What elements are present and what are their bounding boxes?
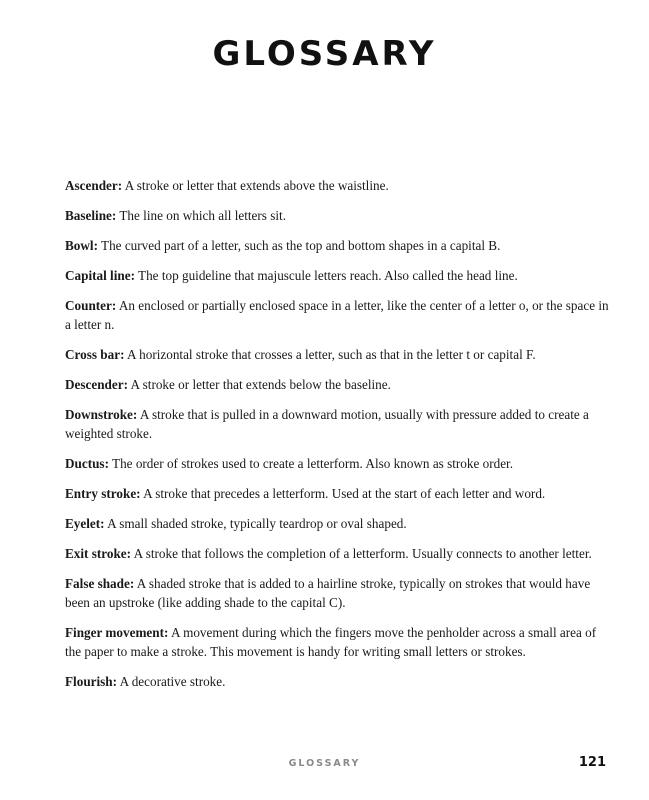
glossary-list [65, 176, 613, 702]
glossary-term: Exit stroke: [65, 546, 132, 561]
glossary-definition: A stroke that follows the completion of a letterform. Usually connects to another letter. [131, 546, 592, 561]
glossary-definition: A movement during which the fingers move the penholder across a small area of the paper to make a stroke. This movement is handy for writing small letters or strokes. [65, 625, 597, 659]
glossary-term: False shade: [65, 576, 135, 591]
glossary-term: Entry stroke: [65, 486, 141, 501]
glossary-definition: The order of strokes used to create a letterform. Also known as stroke order. [108, 456, 514, 471]
page-number: 121 [578, 755, 606, 770]
glossary-definition: An enclosed or partially enclosed space in a letter, like the center of a letter o, or the space in a letter n. [65, 298, 609, 332]
glossary-term: Finger movement: [65, 625, 169, 640]
glossary-term: Counter: [65, 298, 117, 313]
glossary-definition: A stroke that precedes a letterform. Used at the start of each letter and word. [140, 486, 546, 501]
glossary-definition: A small shaded stroke, typically teardrop or oval shaped. [104, 516, 407, 531]
glossary-entry-finger-movement [65, 623, 613, 661]
glossary-entry-capital-line [65, 266, 613, 285]
glossary-definition: The line on which all letters sit. [116, 208, 286, 223]
glossary-entry-bowl [65, 236, 613, 255]
glossary-entry-downstroke [65, 405, 613, 443]
glossary-term: Capital line: [65, 268, 135, 283]
glossary-term: Eyelet: [65, 516, 105, 531]
glossary-definition: A stroke or letter that extends below the baseline. [127, 377, 391, 392]
running-footer: GLOSSARY [288, 758, 361, 769]
glossary-entry-cross-bar [65, 345, 613, 364]
glossary-entry-descender [65, 375, 613, 394]
glossary-entry-baseline [65, 206, 613, 225]
glossary-term: Flourish: [65, 674, 118, 689]
glossary-entry-exit-stroke [65, 544, 613, 563]
page-title: GLOSSARY [212, 34, 437, 74]
glossary-term: Bowl: [65, 238, 98, 253]
glossary-entry-entry-stroke [65, 484, 613, 503]
glossary-term: Descender: [65, 377, 128, 392]
glossary-term: Ductus: [65, 456, 109, 471]
glossary-entry-ductus [65, 454, 613, 473]
glossary-definition: A stroke or letter that extends above the waistline. [122, 178, 389, 193]
glossary-term: Cross bar: [65, 347, 125, 362]
glossary-term: Downstroke: [65, 407, 138, 422]
glossary-entry-false-shade [65, 574, 613, 612]
glossary-definition: The top guideline that majuscule letters reach. Also called the head line. [134, 268, 518, 283]
glossary-definition: The curved part of a letter, such as the top and bottom shapes in a capital B. [97, 238, 501, 253]
glossary-definition: A decorative stroke. [117, 674, 226, 689]
glossary-definition: A horizontal stroke that crosses a letter, such as that in the letter t or capital F. [124, 347, 536, 362]
glossary-definition: A stroke that is pulled in a downward motion, usually with pressure added to create a weighted stroke. [65, 407, 589, 441]
glossary-entry-eyelet [65, 514, 613, 533]
glossary-entry-flourish [65, 672, 613, 691]
glossary-term: Baseline: [65, 208, 117, 223]
glossary-definition: A shaded stroke that is added to a hairline stroke, typically on strokes that would have been an upstroke (like adding shade to the capital C). [65, 576, 591, 610]
glossary-term: Ascender: [65, 178, 123, 193]
glossary-entry-counter [65, 296, 613, 334]
glossary-entry-ascender [65, 176, 613, 195]
